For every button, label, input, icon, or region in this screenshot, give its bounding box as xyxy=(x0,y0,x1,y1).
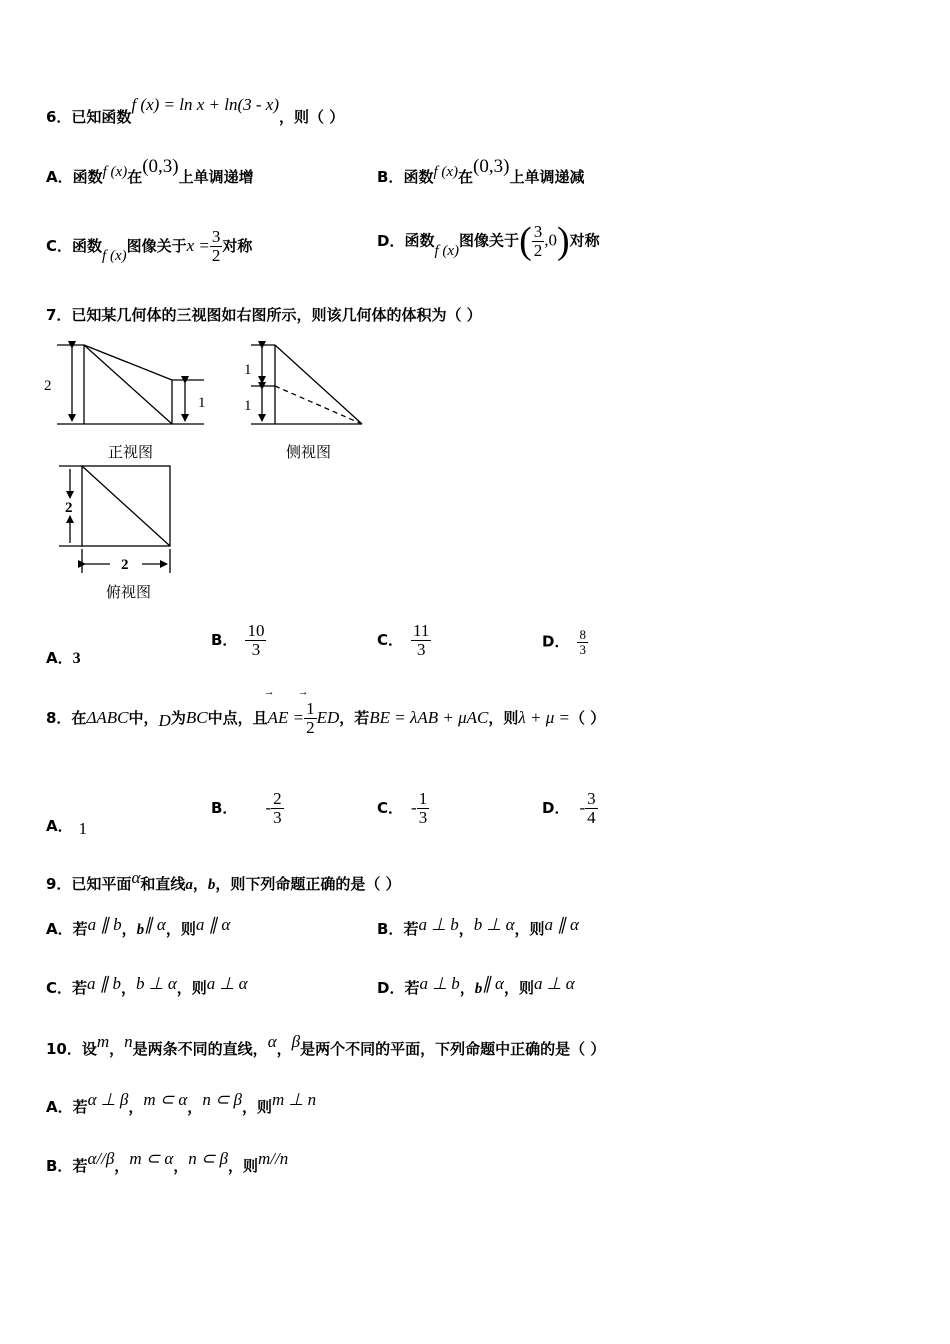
q9-option-d[interactable]: D．若a ⊥ b，b∥ α，则a ⊥ α xyxy=(377,974,575,997)
q9-option-b[interactable]: B．若a ⊥ b，b ⊥ α，则a ∥ α xyxy=(377,915,579,938)
q7-option-c[interactable]: C． $\frac{11}{3}$ xyxy=(377,621,430,659)
side-view xyxy=(251,345,362,424)
q6-stem: 6．已知函数f (x) = ln x + ln(3 - x)，则（ ） xyxy=(46,95,345,126)
q6-option-b[interactable]: B．函数f (x)在(0,3)上单调递减 xyxy=(377,156,585,186)
q10-option-b[interactable]: B．若α//β，m ⊂ α，n ⊂ β，则m//n xyxy=(46,1149,289,1175)
q9-option-a[interactable]: A．若a ∥ b，b∥ α，则a ∥ α xyxy=(46,915,231,938)
left-paren: ( xyxy=(519,220,532,262)
three-view-figure xyxy=(0,330,420,620)
right-paren: ) xyxy=(556,220,570,262)
q6-function: f (x) = ln x + ln(3 - x) xyxy=(131,95,280,114)
q7-option-d[interactable]: D． $\frac{8}{3}$ xyxy=(542,627,586,657)
q8-stem: 8．在ΔABC中，D为BC中点，且 → → AE = $\frac{1}{2}$ ED，若BE = λAB + μAC，则λ + μ =（ ） xyxy=(46,686,606,737)
side-top-dim: 1 xyxy=(244,362,252,378)
front-view-caption: 正视图 xyxy=(108,443,154,461)
q7-option-a[interactable]: A．3 xyxy=(46,649,81,667)
front-left-dim: 2 xyxy=(44,378,52,394)
top-bottom-dim: 2 xyxy=(121,557,129,573)
q7-option-b[interactable]: B． $\frac{10}{3}$ xyxy=(211,621,265,659)
q10-option-a[interactable]: A．若α ⊥ β，m ⊂ α，n ⊂ β，则m ⊥ n xyxy=(46,1090,317,1116)
q6-option-a[interactable]: A．函数f (x)在(0,3)上单调递增 xyxy=(46,156,254,186)
side-view-caption: 侧视图 xyxy=(286,443,332,461)
q9-stem: 9．已知平面α和直线a，b，则下列命题正确的是（ ） xyxy=(46,868,401,893)
top-view xyxy=(59,466,170,573)
q9-option-c[interactable]: C．若a ∥ b，b ⊥ α，则a ⊥ α xyxy=(46,974,248,997)
q6-option-c[interactable]: C．函数f (x)图像关于x = $\frac{3}{2}$ 对称 xyxy=(46,227,253,265)
top-view-caption: 俯视图 xyxy=(106,583,152,601)
top-left-dim: 2 xyxy=(65,500,73,516)
q10-stem: 10．设m，n是两条不同的直线，α，β是两个不同的平面，下列命题中正确的是（ ） xyxy=(46,1032,606,1058)
vector-equation: → → AE = $\frac{1}{2}$ ED xyxy=(263,686,340,737)
q8-option-d[interactable]: D． - $\frac{3}{4}$ xyxy=(542,789,596,827)
q8-option-b[interactable]: B． - $\frac{2}{3}$ xyxy=(211,789,282,827)
q6-option-d[interactable]: D．函数f (x)图像关于( $\frac{3}{2}$ ,0)对称 xyxy=(377,220,600,262)
q8-option-c[interactable]: C． - $\frac{1}{3}$ xyxy=(377,789,428,827)
side-bottom-dim: 1 xyxy=(244,398,252,414)
front-right-dim: 1 xyxy=(198,395,206,411)
q8-option-a[interactable]: A． 1 xyxy=(46,817,88,838)
q7-stem: 7．已知某几何体的三视图如右图所示，则该几何体的体积为（ ） xyxy=(46,306,482,324)
front-view xyxy=(57,345,204,424)
